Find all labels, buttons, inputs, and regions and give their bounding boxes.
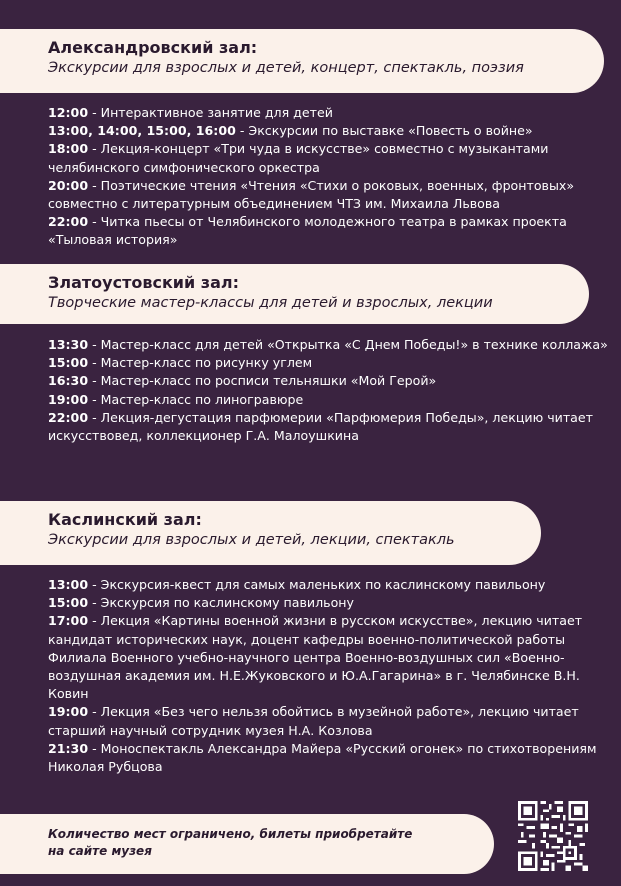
event-text: - Мастер-класс по рисунку углем [88, 355, 313, 371]
list-item [48, 703, 608, 739]
event-time: 17:00 [48, 613, 89, 629]
list-item [48, 336, 608, 354]
event-text: - Лекция «Картины военной жизни в русском искусстве», лекцию читает кандидат исторических наук, доцент кафедры военно-политической работы Филиала Военного учебно-научного центра Военно-воздушных сил «Военно-воздушная академия им. Н.Е.Жуковского и Ю.А.Гагарина» в г. Челябинске В.Н. Ковин [48, 613, 583, 702]
event-text: - Интерактивное занятие для детей [88, 105, 333, 120]
list-item [48, 612, 608, 703]
notice-line-1: Количество мест ограничено, билеты приобретайте [48, 827, 413, 841]
list-item [48, 576, 608, 594]
list-item [48, 409, 608, 445]
section-header-zlatoustovsky [0, 264, 589, 324]
event-text: - Мастер-класс по линогравюре [88, 391, 304, 407]
notice-line-2: на сайте музея [48, 844, 152, 858]
event-time: 22:00 [48, 409, 89, 425]
event-list-kaslinsky [48, 576, 608, 776]
event-time: 15:00 [48, 595, 89, 611]
list-item [48, 140, 608, 176]
event-time: 12:00 [48, 105, 89, 120]
list-item [48, 391, 608, 409]
event-time: 19:00 [48, 391, 89, 407]
event-time: 18:00 [48, 141, 89, 157]
event-time: 13:00, 14:00, 15:00, 16:00 [48, 123, 236, 139]
event-time: 21:30 [48, 740, 89, 756]
event-text: - Лекция-концерт «Три чуда в искусстве» совместно с музыкантами челябинского симфонического оркестра [48, 141, 549, 175]
qr-code-icon[interactable] [518, 801, 588, 871]
section-title: Александровский зал: [48, 38, 258, 57]
list-item [48, 594, 608, 612]
list-item [48, 122, 608, 140]
event-text: - Читка пьесы от Челябинского молодежного театра в рамках проекта «Тыловая история» [48, 214, 567, 248]
event-time: 16:30 [48, 373, 89, 389]
list-item [48, 213, 608, 249]
section-header-kaslinsky [0, 501, 541, 565]
event-text: - Лекция-дегустация парфюмерии «Парфюмерия Победы», лекцию читает искусствовед, коллекционер Г.А. Малоушкина [48, 409, 593, 444]
list-item [48, 104, 608, 122]
event-time: 13:00 [48, 577, 89, 592]
event-text: - Мастер-класс для детей «Открытка «С Днем Победы!» в технике коллажа» [88, 337, 608, 352]
list-item [48, 740, 608, 776]
event-time: 13:30 [48, 337, 89, 352]
list-item [48, 372, 608, 390]
event-text: - Экскурсия-квест для самых маленьких по каслинскому павильону [88, 577, 546, 592]
event-time: 15:00 [48, 355, 89, 371]
section-title: Каслинский зал: [48, 510, 202, 529]
event-time: 20:00 [48, 177, 89, 193]
section-subtitle: Творческие мастер-классы для детей и взрослых, лекции [48, 295, 493, 311]
section-title: Златоустовский зал: [48, 273, 239, 292]
event-text: - Лекция «Без чего нельзя обойтись в музейной работе», лекцию читает старший научный сотрудник музея Н.А. Козлова [48, 704, 579, 738]
event-text: - Моноспектакль Александра Майера «Русский огонек» по стихотворениям Николая Рубцова [48, 740, 597, 775]
event-time: 19:00 [48, 704, 89, 720]
event-list-aleksandrovsky [48, 104, 608, 250]
list-item [48, 354, 608, 372]
tickets-notice [0, 814, 494, 874]
list-item [48, 177, 608, 213]
event-list-zlatoustovsky [48, 336, 608, 445]
event-text: - Экскурсии по выставке «Повесть о войне» [235, 123, 533, 139]
section-header-aleksandrovsky [0, 29, 604, 93]
event-text: - Экскурсия по каслинскому павильону [88, 595, 354, 611]
section-subtitle: Экскурсии для взрослых и детей, лекции, спектакль [48, 532, 455, 548]
event-text: - Мастер-класс по росписи тельняшки «Мой Герой» [88, 373, 437, 389]
event-text: - Поэтические чтения «Чтения «Стихи о роковых, военных, фронтовых» совместно с литературным объединением ЧТЗ им. Михаила Львова [48, 177, 575, 212]
event-time: 22:00 [48, 214, 89, 230]
section-subtitle: Экскурсии для взрослых и детей, концерт, спектакль, поэзия [48, 60, 524, 76]
